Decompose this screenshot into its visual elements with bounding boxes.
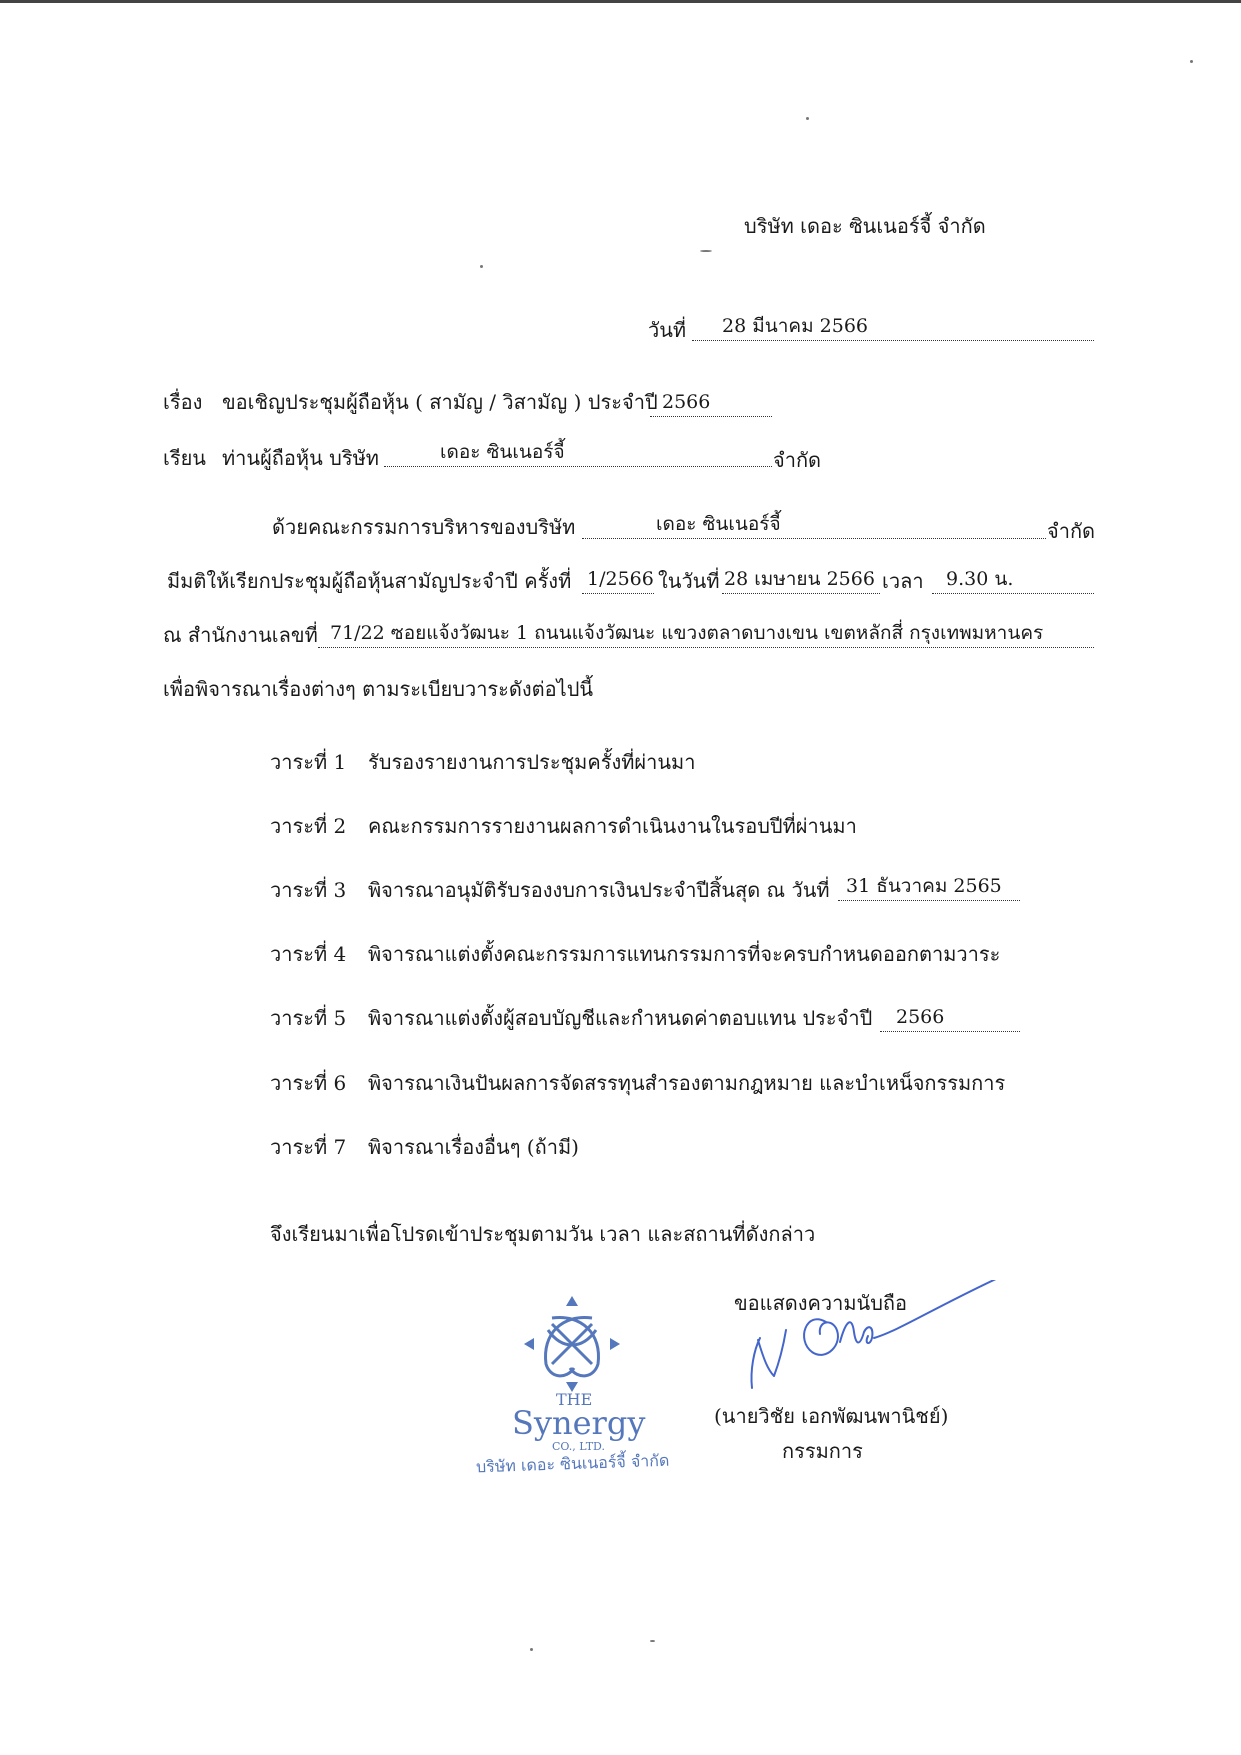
recipient-company: เดอะ ซินเนอร์จี้ (440, 441, 565, 463)
scan-speck (806, 117, 809, 120)
agenda-3-fill: 31 ธันวาคม 2565 (846, 875, 1002, 897)
agenda-3-no: วาระที่ 3 (270, 878, 347, 902)
resolution-prefix: มีมติให้เรียกประชุมผู้ถือหุ้นสามัญประจำปี ครั้งที่ (167, 569, 572, 593)
board-prefix: ด้วยคณะกรรมการบริหารของบริษัท (272, 515, 576, 539)
regards-text: ขอแสดงความนับถือ (734, 1291, 908, 1315)
agenda-intro: เพื่อพิจารณาเรื่องต่างๆ ตามระเบียบวาระดังต่อไปนี้ (163, 677, 594, 701)
seal-line1: THE (556, 1390, 593, 1409)
signature (740, 1280, 1010, 1400)
agenda-5-fill: 2566 (896, 1006, 945, 1028)
agenda-1-text: รับรองรายงานการประชุมครั้งที่ผ่านมา (368, 750, 696, 774)
meeting-date: 28 เมษายน 2566 (724, 568, 875, 590)
agenda-6-text: พิจารณาเงินปันผลการจัดสรรทุนสำรองตามกฎหมาย และบำเหน็จกรรมการ (368, 1071, 1006, 1095)
agenda-3-text: พิจารณาอนุมัติรับรองงบการเงินประจำปีสิ้นสุด ณ วันที่ (368, 878, 830, 902)
board-company: เดอะ ซินเนอร์จี้ (656, 513, 781, 535)
agenda-5-no: วาระที่ 5 (270, 1006, 347, 1030)
agenda-1-no: วาระที่ 1 (270, 750, 347, 774)
meeting-no: 1/2566 (587, 568, 654, 590)
agenda-2-text: คณะกรรมการรายงานผลการดำเนินงานในรอบปีที่ผ่านมา (368, 814, 857, 838)
agenda-5-fill-field (880, 1005, 1020, 1032)
subject-text: ขอเชิญประชุมผู้ถือหุ้น ( สามัญ / วิสามัญ ) ประจำปี (222, 390, 658, 414)
recipient-text: ท่านผู้ถือหุ้น บริษัท (222, 446, 379, 470)
agenda-4-text: พิจารณาแต่งตั้งคณะกรรมการแทนกรรมการที่จะครบกำหนดออกตามวาระ (368, 942, 1001, 966)
venue-label: ณ สำนักงานเลขที่ (163, 623, 318, 647)
signer-title: กรรมการ (782, 1439, 863, 1463)
meeting-no-field (582, 567, 654, 594)
agenda-4-no: วาระที่ 4 (270, 942, 347, 966)
agenda-6-no: วาระที่ 6 (270, 1071, 347, 1095)
venue-field (318, 621, 1094, 648)
agenda-5-text: พิจารณาแต่งตั้งผู้สอบบัญชีและกำหนดค่าตอบแทน ประจำปี (368, 1006, 873, 1030)
venue-value: 71/22 ซอยแจ้งวัฒนะ 1 ถนนแจ้งวัฒนะ แขวงตลาดบางเขน เขตหลักสี่ กรุงเทพมหานคร (330, 622, 1044, 644)
recipient-company-field (384, 440, 772, 467)
company-header: บริษัท เดอะ ซินเนอร์จี้ จำกัด (744, 214, 986, 238)
signer-name: (นายวิชัย เอกพัฒนพานิชย์) (714, 1404, 949, 1428)
scan-speck (1190, 60, 1193, 63)
agenda-2-no: วาระที่ 2 (270, 814, 347, 838)
subject-year-field (650, 390, 772, 417)
seal-line3: CO., LTD. (552, 1440, 605, 1453)
recipient-suffix: จำกัด (773, 448, 822, 472)
meeting-time-field (932, 567, 1094, 594)
recipient-label: เรียน (163, 446, 206, 470)
board-company-field (582, 512, 1046, 539)
meeting-date-field (722, 567, 880, 594)
scan-speck (530, 1648, 533, 1651)
agenda-7-no: วาระที่ 7 (270, 1135, 347, 1159)
subject-label: เรื่อง (163, 390, 203, 414)
agenda-3-fill-field (838, 874, 1020, 901)
scan-speck (480, 265, 483, 268)
date-field (692, 314, 1094, 341)
on-date-label: ในวันที่ (658, 569, 720, 593)
company-seal-icon (522, 1294, 622, 1394)
subject-year: 2566 (662, 391, 711, 413)
scan-speck (650, 1640, 655, 1642)
closing-text: จึงเรียนมาเพื่อโปรดเข้าประชุมตามวัน เวลา และสถานที่ดังกล่าว (270, 1222, 816, 1246)
time-label: เวลา (882, 569, 924, 593)
agenda-7-text: พิจารณาเรื่องอื่นๆ (ถ้ามี) (368, 1135, 579, 1159)
seal-line4: บริษัท เดอะ ซินเนอร์จี้ จำกัด (475, 1450, 670, 1477)
scan-speck (700, 250, 712, 252)
date-label: วันที่ (648, 318, 687, 342)
seal-line2: Synergy (512, 1404, 646, 1442)
board-suffix: จำกัด (1047, 519, 1096, 543)
date-value: 28 มีนาคม 2566 (722, 315, 869, 337)
page-top-edge (0, 0, 1241, 3)
meeting-time: 9.30 น. (946, 568, 1014, 590)
